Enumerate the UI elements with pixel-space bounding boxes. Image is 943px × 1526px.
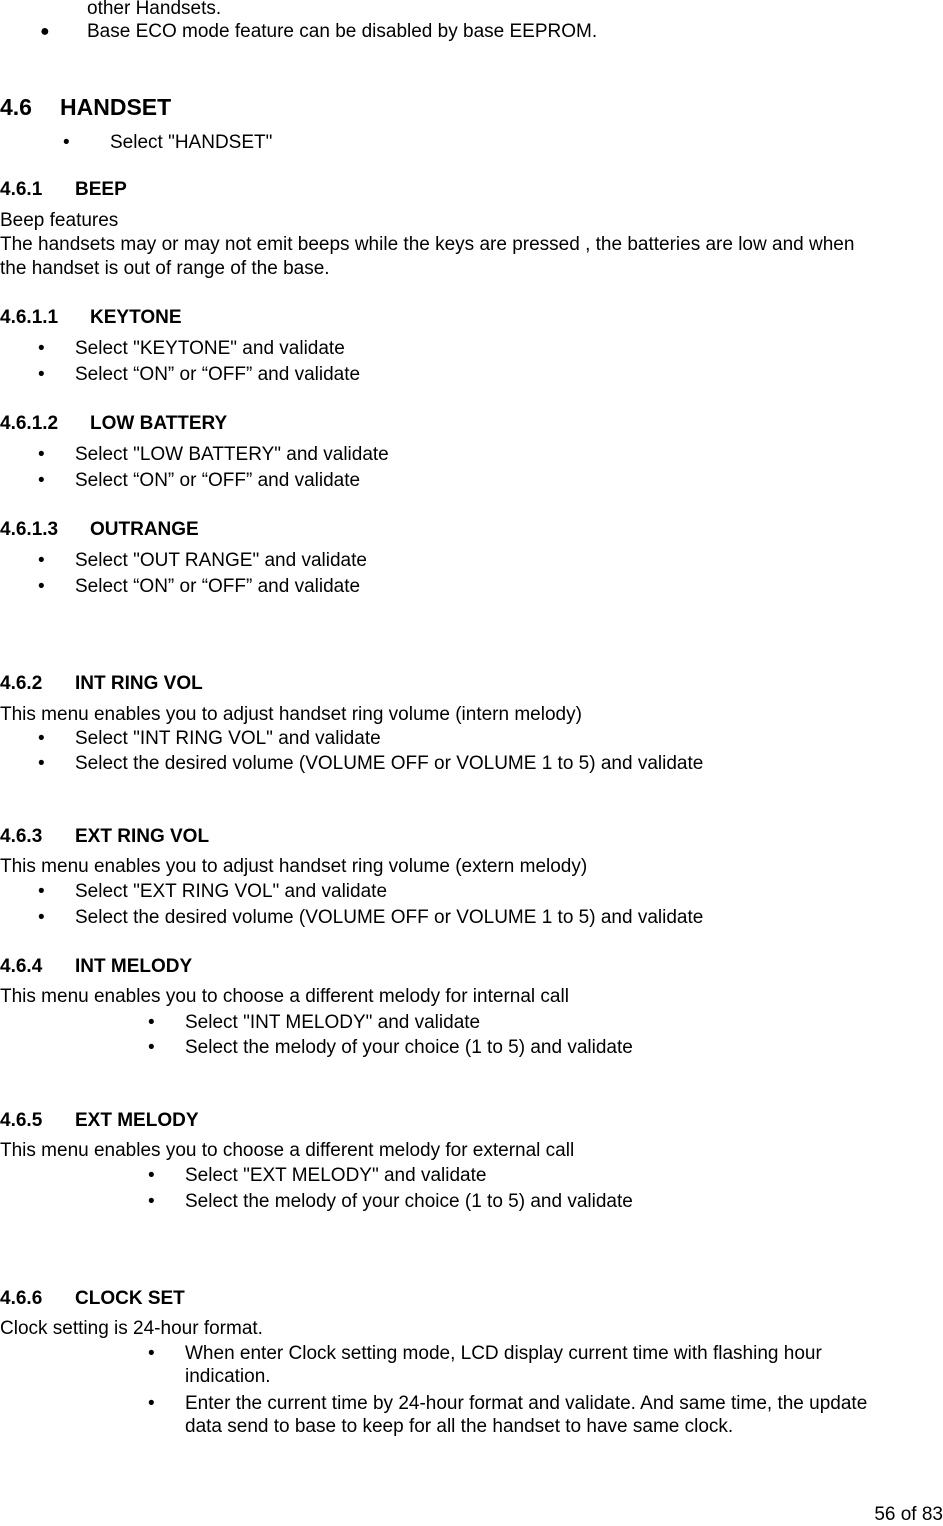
list-item: Select "HANDSET" — [110, 132, 273, 153]
section-number-4-6-6: 4.6.6 — [0, 1288, 43, 1309]
paragraph: The handsets may or may not emit beeps while the keys are pressed , the batteries are low and when — [0, 234, 855, 255]
section-number-4-6-1-3: 4.6.1.3 — [0, 519, 59, 540]
page-number: 56 of 83 — [874, 1504, 943, 1525]
paragraph: This menu enables you to choose a different melody for external call — [0, 1140, 575, 1161]
section-title-ext-ring-vol: EXT RING VOL — [75, 826, 210, 847]
section-number-4-6-5: 4.6.5 — [0, 1110, 43, 1131]
continued-text: other Handsets. — [87, 0, 222, 19]
bullet-icon: • — [148, 1393, 155, 1414]
bullet-icon: • — [38, 444, 45, 465]
section-title-ext-melody: EXT MELODY — [75, 1110, 199, 1131]
bullet-icon: • — [38, 550, 45, 571]
section-number-4-6-3: 4.6.3 — [0, 826, 43, 847]
bullet-icon: • — [63, 132, 70, 153]
bullet-icon: • — [148, 1037, 155, 1058]
list-item: Select the melody of your choice (1 to 5) and validate — [185, 1191, 633, 1212]
section-title-int-ring-vol: INT RING VOL — [75, 673, 203, 694]
bullet-icon: • — [38, 907, 45, 928]
paragraph: the handset is out of range of the base. — [0, 258, 330, 279]
bullet-icon: • — [38, 576, 45, 597]
section-title-clock-set: CLOCK SET — [75, 1288, 185, 1309]
bullet-icon: • — [148, 1343, 155, 1364]
list-item: When enter Clock setting mode, LCD display current time with flashing hour — [185, 1343, 822, 1364]
section-title-beep: BEEP — [75, 179, 127, 200]
section-title-handset: HANDSET — [60, 94, 172, 120]
list-item: Select “ON” or “OFF” and validate — [75, 364, 361, 385]
bullet-icon: • — [148, 1165, 155, 1186]
list-item: Select “ON” or “OFF” and validate — [75, 576, 361, 597]
list-item-continuation: data send to base to keep for all the handset to have same clock. — [185, 1416, 734, 1437]
paragraph: This menu enables you to choose a different melody for internal call — [0, 986, 569, 1007]
section-number-4-6-2: 4.6.2 — [0, 673, 43, 694]
bullet-icon: • — [148, 1191, 155, 1212]
list-item: Enter the current time by 24-hour format and validate. And same time, the update — [185, 1393, 868, 1414]
bullet-icon: • — [38, 470, 45, 491]
section-title-low-battery: LOW BATTERY — [90, 413, 228, 434]
list-item: Select "LOW BATTERY" and validate — [75, 444, 389, 465]
section-number-4-6-1-2: 4.6.1.2 — [0, 413, 59, 434]
list-item: Select “ON” or “OFF” and validate — [75, 470, 361, 491]
paragraph: This menu enables you to adjust handset ring volume (intern melody) — [0, 704, 582, 725]
list-item: Select "INT RING VOL" and validate — [75, 728, 381, 749]
paragraph: This menu enables you to adjust handset ring volume (extern melody) — [0, 856, 588, 877]
section-number-4-6-1-1: 4.6.1.1 — [0, 307, 59, 328]
paragraph: Beep features — [0, 210, 119, 231]
section-title-keytone: KEYTONE — [90, 307, 182, 328]
section-number-4-6: 4.6 — [0, 94, 32, 120]
bullet-icon: • — [38, 338, 45, 359]
bullet-icon: • — [38, 753, 45, 774]
list-item: Select "EXT MELODY" and validate — [185, 1165, 487, 1186]
bullet-icon: • — [38, 364, 45, 385]
list-item: Select "KEYTONE" and validate — [75, 338, 345, 359]
list-item: Select "OUT RANGE" and validate — [75, 550, 367, 571]
list-item-continuation: indication. — [185, 1366, 271, 1387]
paragraph: Clock setting is 24-hour format. — [0, 1318, 263, 1339]
list-item: Select the desired volume (VOLUME OFF or VOLUME 1 to 5) and validate — [75, 753, 704, 774]
list-item: Select "INT MELODY" and validate — [185, 1012, 481, 1033]
section-number-4-6-4: 4.6.4 — [0, 956, 43, 977]
eco-item: Base ECO mode feature can be disabled by base EEPROM. — [87, 21, 598, 42]
list-item: Select the desired volume (VOLUME OFF or VOLUME 1 to 5) and validate — [75, 907, 704, 928]
list-item: Select "EXT RING VOL" and validate — [75, 881, 388, 902]
bullet-icon: • — [148, 1012, 155, 1033]
bullet-icon: • — [38, 728, 45, 749]
section-number-4-6-1: 4.6.1 — [0, 179, 43, 200]
bullet-icon: • — [38, 881, 45, 902]
list-item: Select the melody of your choice (1 to 5) and validate — [185, 1037, 633, 1058]
bullet-icon: ● — [40, 23, 50, 40]
section-title-outrange: OUTRANGE — [90, 519, 199, 540]
section-title-int-melody: INT MELODY — [75, 956, 193, 977]
